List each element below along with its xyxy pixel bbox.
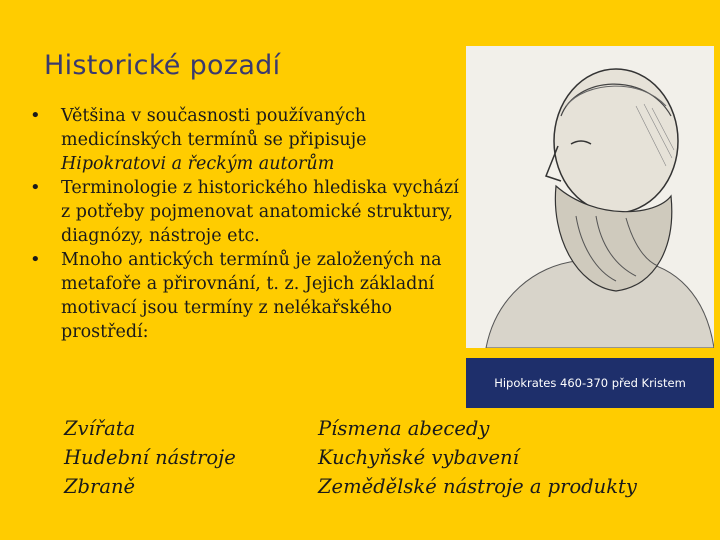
bullet-item xyxy=(30,104,460,176)
hippocrates-portrait xyxy=(466,46,714,348)
bullet-text: Terminologie z historického hlediska vychází z potřeby pojmenovat anatomické struktury, diagnózy, nástroje etc. xyxy=(61,178,459,246)
categories-left xyxy=(64,414,236,501)
slide-title: Historické pozadí xyxy=(44,50,281,81)
bullet-dot: • xyxy=(30,105,41,126)
bullet-dot: • xyxy=(30,177,41,198)
categories-right xyxy=(318,414,637,501)
category-item: Zemědělské nástroje a produkty xyxy=(318,475,637,498)
category-item: Zvířata xyxy=(64,417,136,440)
bullet-dot: • xyxy=(30,249,41,270)
bullet-list xyxy=(30,104,460,344)
image-caption: Hipokrates 460-370 před Kristem xyxy=(466,358,714,408)
category-item: Zbraně xyxy=(64,475,136,498)
category-item: Písmena abecedy xyxy=(318,417,490,440)
bullet-text: Mnoho antických termínů je založených na metafoře a přirovnání, t. z. Jejich základní motivací jsou termíny z nelékařského prostředí: xyxy=(61,250,442,342)
category-item: Hudební nástroje xyxy=(64,446,236,469)
bullet-text: Většina v současnosti používaných medicínských termínů se připisuje xyxy=(61,106,367,150)
category-item: Kuchyňské vybavení xyxy=(318,446,519,469)
bullet-item xyxy=(30,176,460,248)
portrait-illustration xyxy=(466,46,714,348)
bullet-item xyxy=(30,248,460,344)
bullet-text-italic: Hipokratovi a řeckým autorům xyxy=(61,154,335,174)
